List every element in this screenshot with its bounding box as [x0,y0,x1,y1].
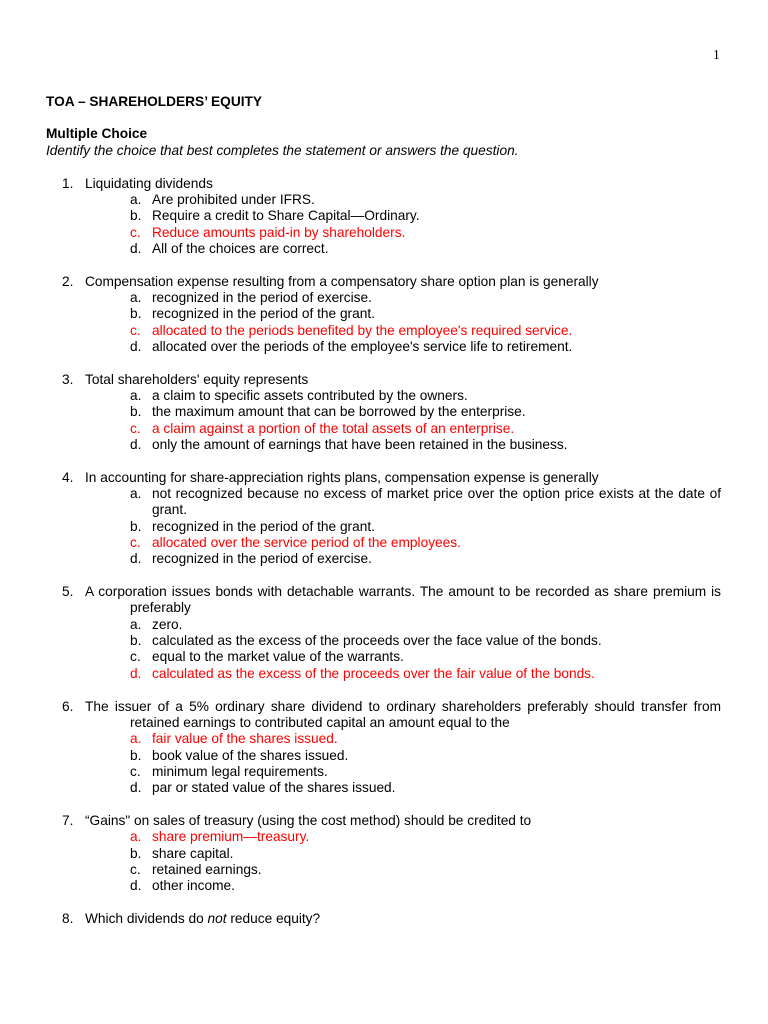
option-letter: a. [130,486,142,502]
option-letter: d. [130,338,142,354]
option-text: Require a credit to Share Capital—Ordinary. [152,208,420,224]
answer-option [46,846,721,862]
question-text [85,910,721,927]
answer-option [46,404,721,420]
option-text: Reduce amounts paid-in by shareholders. [152,224,406,240]
question-number: 6. [62,698,74,714]
option-letter: d. [130,665,142,681]
question-number: 8. [62,910,74,926]
answer-option [46,421,721,437]
question-text: Total shareholders' equity represents [85,371,309,387]
option-letter: c. [130,763,141,779]
answer-option [46,764,721,780]
answer-option [46,339,721,355]
option-text: share premium—treasury. [152,829,310,845]
option-letter: a. [130,289,142,305]
option-letter: a. [130,191,142,207]
option-text: calculated as the excess of the proceeds over the face value of the bonds. [152,633,602,649]
option-text: zero. [152,616,183,632]
option-text: a claim against a portion of the total assets of an enterprise. [152,420,515,436]
option-letter: b. [130,306,142,322]
option-text: only the amount of earnings that have been retained in the business. [152,437,568,453]
answer-option [46,192,721,208]
answer-option [46,829,721,845]
question-text: Compensation expense resulting from a compensatory share option plan is generally [85,273,599,289]
question-item [46,176,721,258]
answer-option [46,780,721,796]
question-number: 3. [62,371,74,387]
option-letter: b. [130,747,142,763]
option-text: All of the choices are correct. [152,240,329,256]
option-text: minimum legal requirements. [152,763,328,779]
option-text: Are prohibited under IFRS. [152,191,315,207]
answer-option [46,731,721,747]
question-number: 2. [62,273,74,289]
question-number: 1. [62,175,74,191]
option-letter: b. [130,518,142,534]
answer-option [46,551,721,567]
option-letter: a. [130,616,142,632]
answer-option [46,388,721,404]
question-item [46,911,721,927]
question-item [46,584,721,682]
page-number: 1 [713,47,720,62]
option-letter: b. [130,633,142,649]
option-text: a claim to specific assets contributed by the owners. [152,387,468,403]
option-letter: c. [130,420,141,436]
option-letter: c. [130,535,141,551]
question-text: Liquidating dividends [85,175,213,191]
option-text: calculated as the excess of the proceeds over the fair value of the bonds. [152,665,595,681]
option-text: allocated over the service period of the employees. [152,535,461,551]
question-number: 7. [62,812,74,828]
option-letter: c. [130,649,141,665]
option-letter: c. [130,322,141,338]
option-text: allocated to the periods benefited by the employee's required service. [152,322,573,338]
document-title: TOA – SHAREHOLDERS’ EQUITY [46,93,262,109]
option-letter: d. [130,240,142,256]
answer-option [46,290,721,306]
question-number: 5. [62,584,74,600]
question-text: “Gains" on sales of treasury (using the cost method) should be credited to [85,812,532,828]
question-item [46,813,721,895]
question-text-emphasis: not [207,910,227,926]
option-letter: d. [130,551,142,567]
option-letter: b. [130,845,142,861]
answer-option [46,208,721,224]
answer-option [46,323,721,339]
option-letter: c. [130,861,141,877]
question-item [46,470,721,568]
question-item [46,372,721,454]
option-text: recognized in the period of exercise. [152,551,372,567]
option-text: par or stated value of the shares issued. [152,780,396,796]
question-text: In accounting for share-appreciation rights plans, compensation expense is generally [85,469,599,485]
option-text: retained earnings. [152,861,262,877]
option-letter: d. [130,437,142,453]
answer-option [46,633,721,649]
answer-option [46,617,721,633]
answer-option [46,225,721,241]
option-letter: b. [130,208,142,224]
option-letter: b. [130,404,142,420]
option-text: allocated over the periods of the employee's service life to retirement. [152,338,573,354]
option-text: equal to the market value of the warrants. [152,649,404,665]
question-text-start: Which dividends do [85,910,208,926]
question-number: 4. [62,469,74,485]
answer-option [46,535,721,551]
option-letter: a. [130,387,142,403]
document-body [46,94,721,944]
answer-option [46,649,721,665]
option-text: share capital. [152,845,234,861]
question-text-end: reduce equity? [226,910,321,926]
option-text: recognized in the period of exercise. [152,289,372,305]
question-text: A corporation issues bonds with detachable warrants. The amount to be recorded as share premium is preferably [85,584,721,616]
option-letter: a. [130,829,142,845]
answer-option [46,486,721,519]
answer-option [46,241,721,257]
answer-option [46,666,721,682]
option-text: book value of the shares issued. [152,747,349,763]
option-text: fair value of the shares issued. [152,731,338,747]
option-text: other income. [152,878,235,894]
option-text: not recognized because no excess of market price over the option price exists at the date of grant. [152,486,721,518]
option-letter: a. [130,731,142,747]
answer-option [46,748,721,764]
option-letter: d. [130,780,142,796]
option-text: recognized in the period of the grant. [152,306,375,322]
answer-option [46,862,721,878]
question-item [46,699,721,797]
answer-option [46,519,721,535]
question-text: The issuer of a 5% ordinary share dividend to ordinary shareholders preferably should transfer from retained earnings to contributed capital an amount equal to the [85,698,721,730]
option-text: recognized in the period of the grant. [152,518,375,534]
answer-option [46,878,721,894]
section-instructions: Identify the choice that best completes the statement or answers the question. [46,142,519,158]
question-item [46,274,721,356]
answer-option [46,306,721,322]
option-letter: d. [130,878,142,894]
option-letter: c. [130,224,141,240]
section-heading: Multiple Choice [46,126,148,142]
option-text: the maximum amount that can be borrowed by the enterprise. [152,404,526,420]
answer-option [46,437,721,453]
